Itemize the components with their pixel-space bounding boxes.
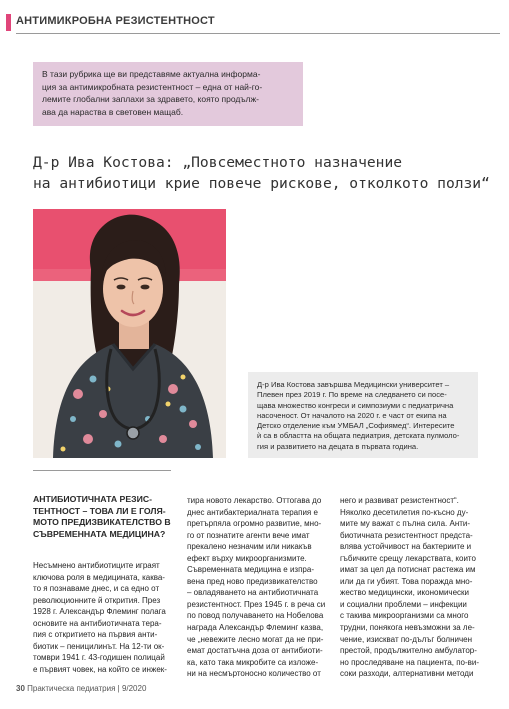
body-line: томври 1941 г. 43-годишен полицай [33,653,165,663]
portrait-photo [33,209,226,458]
body-line: соки разходи, алтернативни методи [340,669,474,679]
body-line: революционните й открития. През [33,595,161,605]
body-line: мите му важат с пълна сила. Анти- [340,519,471,529]
body-line: награда Александър Флеминг казва, [187,623,324,633]
body-line: Съвременната медицина е изпра- [187,565,314,575]
body-line: биотик – пеницилинът. На 12-ти ок- [33,641,165,651]
body-line: Несъмнено антибиотиците играят [33,561,160,570]
body-line: чение, изискват по-дълъг болничен [340,634,473,644]
caption-line: щава множество конгреси и симпозиуми с педиатрична [257,400,454,410]
section-title: АНТИМИКРОБНА РЕЗИСТЕНТНОСТ [16,15,215,27]
caption-line: гия и развитието на децата в първата година. [257,441,419,451]
body-line: ка, като така микробите са изложе- [187,657,319,667]
body-line: жество медицински, икономически [340,588,470,598]
body-line: престой, продължително амбулатор- [340,646,477,656]
rubric-intro-box [33,62,303,126]
footer-separator: | [115,684,122,693]
column-divider [33,470,171,471]
caption-line: Детско отделение към УМБАЛ „Софиямед“. Интересите [257,421,455,431]
body-line: то я познаваме днес, и са едно от [33,584,160,594]
body-line: но проследяване на пациента, по-ви- [340,657,480,667]
journal-name: Практическа педиатрия [27,684,116,693]
body-line: тира новото лекарство. Оттогава до [187,496,322,505]
section-heading [33,494,169,540]
body-line: вена пред ново предизвикателство [187,576,318,586]
body-line: основите на антибиотичната тера- [33,618,162,628]
section-heading-line: МОТО ПРЕДИЗВИКАТЕЛСТВО В [33,517,171,527]
body-column-2 [187,495,324,680]
caption-line: Д-р Ива Костова завършва Медицински университет – [257,380,450,389]
body-line: емат достатъчна доза от антибиоти- [187,646,323,656]
section-heading-line: СЪВРЕМЕННАТА МЕДИЦИНА? [33,528,166,539]
article-headline [33,152,490,194]
body-column-1 [33,560,170,675]
body-line: Няколко десетилетия по-късно ду- [340,507,469,517]
headline-line: на антибиотици крие повече рискове, отколкото ползи“ [33,175,490,192]
caption-line: Плевен през 2019 г. По време на следването си посе- [257,390,447,400]
body-line: или да ги убият. Това поражда мно- [340,576,473,586]
body-line: днес антибактериалната терапия е [187,507,318,517]
body-line: резистентност. През 1945 г. в реча си [187,599,326,609]
body-line: ефект върху микроорганизмите. [187,553,307,563]
body-line: пия с откритието на първия анти- [33,630,158,640]
body-line: ключова роля в медицината, каква- [33,572,165,582]
body-line: го от познатите агенти вече имат [187,530,310,540]
body-line: е първият човек, на който се инжек- [33,664,167,674]
photo-caption-box [248,372,478,458]
section-heading-line: АНТИБИОТИЧНАТА РЕЗИС- [33,494,153,504]
body-line: с такива микроорганизми са много [340,611,469,621]
portrait-illustration [33,209,226,458]
intro-line: ция за антимикробната резистентност – една от най-го- [42,81,263,92]
body-line: прекалено незначим или никакъв [187,542,312,552]
page-number: 30 [16,684,25,693]
body-line: биотичната резистентност предста- [340,530,473,540]
body-line: 1928 г. Александър Флеминг полага [33,607,166,617]
body-line: претърпяла огромно развитие, мно- [187,519,322,529]
caption-line: ѝ са в областта на общата педиатрия, детската пулмоло- [257,431,460,441]
body-line: – овладяването на антибиотичната [187,588,319,598]
body-line: гъбичките срещу лекарствата, които [340,553,476,563]
body-line: и социални проблеми – инфекции [340,599,467,609]
body-line: ни на несмъртоносно количество от [187,669,321,679]
intro-line: лемите глобални заплахи за здравето, която продълж- [42,94,259,104]
body-line: по повод получаването на Нобелова [187,611,324,621]
page-footer [16,684,146,693]
header-divider [16,33,500,34]
intro-line: В тази рубрика ще ви представяме актуална информа- [42,69,261,79]
headline-line: Д-р Ива Костова: „Повсеместното назначение [33,154,403,171]
body-line: трудни, понякога невъзможни за ле- [340,623,475,633]
intro-line: ава да нараства в световен мащаб. [42,106,184,117]
body-line: него и развиват резистентност“. [340,496,459,505]
section-heading-line: ТЕНТНОСТ – ТОВА ЛИ Е ГОЛЯ- [33,505,166,516]
body-line: имат за цел да потиснат растежа им [340,565,476,575]
journal-issue: 9/2020 [121,684,147,693]
body-line: влява устойчивост на бактериите и [340,542,472,552]
section-accent-bar [6,14,11,31]
body-line: че „невежите лесно могат да не при- [187,634,324,644]
body-column-3 [340,495,480,680]
caption-line: насоченост. От началото на 2020 г. е част от екипа на [257,410,447,420]
